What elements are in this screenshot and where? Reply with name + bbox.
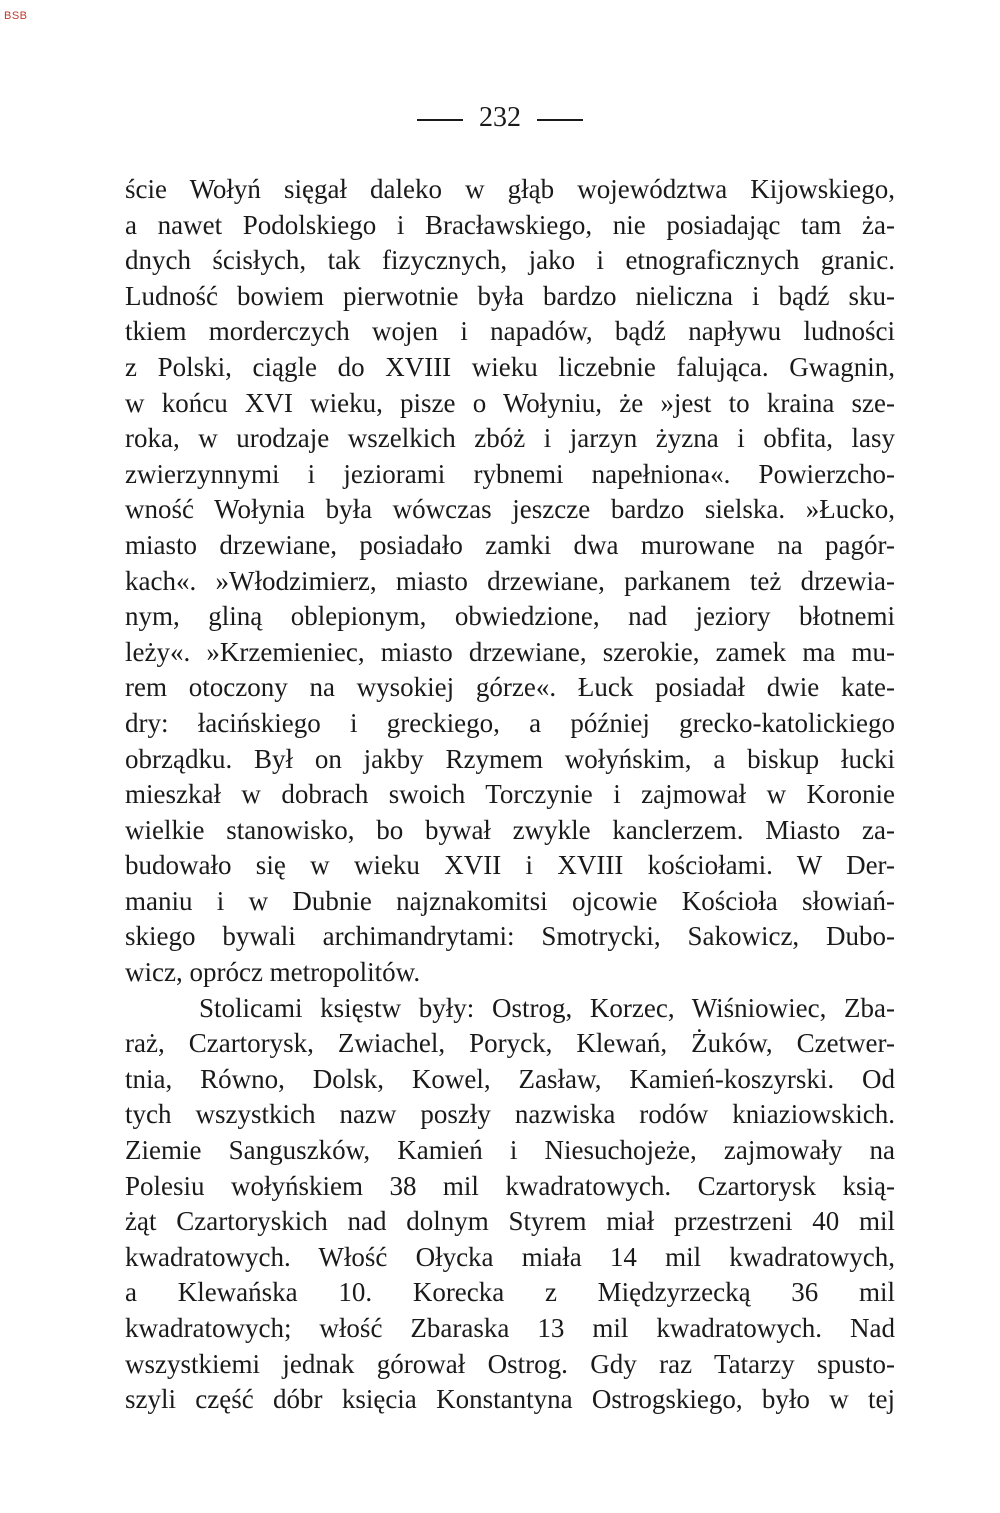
- text-line: wność Wołynia była wówczas jeszcze bardzo sielska. »Łucko,: [125, 494, 895, 525]
- text-line: leży«. »Krzemieniec, miasto drzewiane, szerokie, zamek ma mu-: [125, 636, 895, 667]
- text-line: w końcu XVI wieku, pisze o Wołyniu, że »jest to kraina sze-: [125, 387, 895, 418]
- text-line: miasto drzewiane, posiadało zamki dwa murowane na pagór-: [125, 529, 895, 560]
- text-line: rem otoczony na wysokiej górze«. Łuck posiadał dwie kate-: [125, 672, 895, 703]
- text-line: a Klewańska 10. Korecka z Międzyrzecką 36 mil: [125, 1277, 895, 1308]
- text-line: z Polski, ciągle do XVIII wieku liczebnie falująca. Gwagnin,: [125, 351, 895, 382]
- text-line: dnych ścisłych, tak fizycznych, jako i etnograficznych granic.: [125, 245, 895, 276]
- library-watermark: BSB: [4, 10, 28, 22]
- text-line: wszystkiemi jednak górował Ostrog. Gdy raz Tatarzy spusto-: [125, 1348, 895, 1379]
- text-line: szyli część dóbr księcia Konstantyna Ostrogskiego, było w tej: [125, 1384, 895, 1415]
- text-line: Stolicami księstw były: Ostrog, Korzec, Wiśniowiec, Zba-: [199, 992, 895, 1023]
- text-line: kwadratowych. Włość Ołycka miała 14 mil kwadratowych,: [125, 1241, 895, 1272]
- page-number-header: [0, 102, 1000, 134]
- text-line: tnia, Równo, Dolsk, Kowel, Zasław, Kamień-koszyrski. Od: [125, 1063, 895, 1094]
- text-line: ście Wołyń sięgał daleko w głąb województwa Kijowskiego,: [125, 174, 895, 204]
- text-line: budowało się w wieku XVII i XVIII kościołami. W Der-: [125, 850, 895, 881]
- text-line: Polesiu wołyńskiem 38 mil kwadratowych. Czartorysk ksią-: [125, 1170, 895, 1201]
- text-line: wicz, oprócz metropolitów.: [125, 957, 421, 988]
- text-line: mieszkał w dobrach swoich Torczynie i zajmował w Koronie: [125, 779, 895, 810]
- header-dash-left: [417, 119, 463, 121]
- paragraph-1: [125, 172, 895, 991]
- header-dash-right: [537, 119, 583, 121]
- text-line: tych wszystkich nazw poszły nazwiska rodów kniaziowskich.: [125, 1099, 895, 1130]
- text-line: Ziemie Sanguszków, Kamień i Niesuchojeże, zajmowały na: [125, 1135, 895, 1166]
- text-line: kach«. »Włodzimierz, miasto drzewiane, parkanem też drzewia-: [125, 565, 895, 596]
- paragraph-2: [125, 991, 895, 1418]
- text-line: zwierzynnymi i jeziorami rybnemi napełniona«. Powierzcho-: [125, 458, 895, 489]
- text-line: Ludność bowiem pierwotnie była bardzo nieliczna i bądź sku-: [125, 280, 895, 311]
- text-line: dry: łacińskiego i greckiego, a później grecko-katolickiego: [125, 707, 895, 738]
- text-line: roka, w urodzaje wszelkich zbóż i jarzyn żyzna i obfita, lasy: [125, 423, 895, 454]
- text-line: nym, gliną oblepionym, obwiedzione, nad jeziory błotnemi: [125, 601, 895, 632]
- text-line: wielkie stanowisko, bo bywał zwykle kanclerzem. Miasto za-: [125, 814, 895, 845]
- text-line: raż, Czartorysk, Zwiachel, Poryck, Klewań, Żuków, Czetwer-: [125, 1028, 895, 1059]
- text-line: obrządku. Był on jakby Rzymem wołyńskim, a biskup łucki: [125, 743, 895, 774]
- text-line: skiego bywali archimandrytami: Smotrycki, Sakowicz, Dubo-: [125, 921, 895, 952]
- text-line: kwadratowych; włość Zbaraska 13 mil kwadratowych. Nad: [125, 1313, 895, 1343]
- page-number: 232: [479, 102, 521, 133]
- text-line: maniu i w Dubnie najznakomitsi ojcowie Kościoła słowiań-: [125, 885, 895, 916]
- text-line: tkiem morderczych wojen i napadów, bądź napływu ludności: [125, 316, 895, 347]
- body-text: [125, 172, 895, 1418]
- text-line: a nawet Podolskiego i Bracławskiego, nie posiadając tam ża-: [125, 209, 895, 240]
- text-line: żąt Czartoryskich nad dolnym Styrem miał przestrzeni 40 mil: [125, 1206, 895, 1237]
